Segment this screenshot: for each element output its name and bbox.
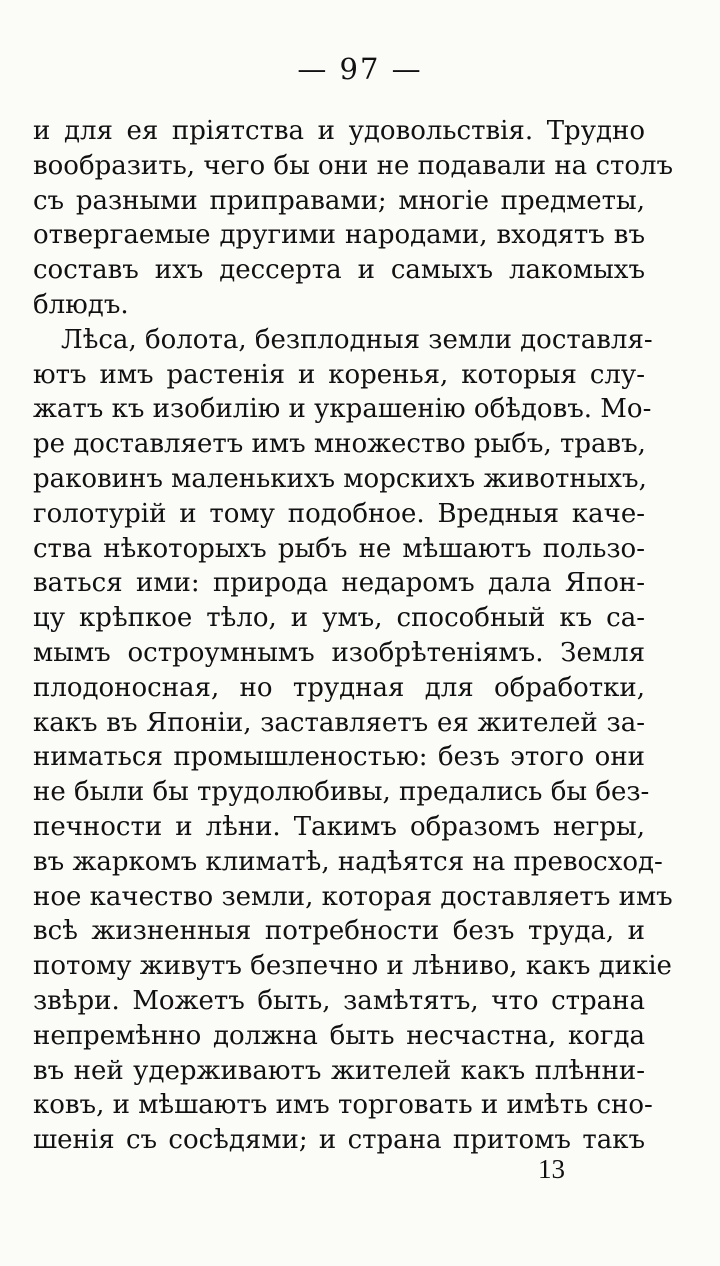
text-line: всѣ жизненныя потребности безъ труда, и — [33, 916, 645, 947]
text-line: потому живутъ безпечно и лѣниво, какъ дикіе — [33, 951, 672, 982]
text-line: Лѣса, болота, безплодныя земли доставля- — [61, 324, 653, 355]
text-line: ное качество земли, которая доставляетъ имъ — [33, 881, 673, 912]
text-line: мымъ остроумнымъ изобрѣтеніямъ. Земля — [33, 637, 645, 668]
text-line: ваться ими: природа недаромъ дала Япон- — [33, 568, 645, 599]
text-line: ютъ имъ растенія и коренья, которыя слу- — [33, 359, 645, 390]
text-line: какъ въ Японіи, заставляетъ ея жителей за- — [33, 707, 645, 738]
body-text — [33, 114, 674, 1158]
text-line: ниматься промышленостью: безъ этого они — [33, 742, 645, 773]
text-line: въ жаркомъ климатѣ, надѣятся на превосход- — [33, 846, 663, 877]
text-line: раковинъ маленькихъ морскихъ животныхъ, — [33, 463, 647, 494]
text-line: жатъ къ изобилію и украшенію обѣдовъ. Мо- — [33, 394, 652, 425]
text-line: не были бы трудолюбивы, предались бы без- — [33, 777, 650, 808]
text-line: блюдъ. — [33, 289, 129, 320]
text-line: цу крѣпкое тѣло, и умъ, способный къ са- — [33, 603, 645, 634]
text-line: ства нѣкоторыхъ рыбъ не мѣшаютъ пользо- — [33, 533, 645, 564]
page-number: — 97 — — [297, 52, 423, 86]
text-line: и для ея пріятства и удовольствія. Трудно — [33, 116, 645, 146]
text-line: составъ ихъ дессерта и самыхъ лакомыхъ — [33, 255, 645, 286]
text-line: непремѣнно должна быть несчастна, когда — [33, 1020, 645, 1051]
text-line: вообразить, чего бы они не подавали на столъ — [33, 150, 674, 181]
text-line: голотурій и тому подобное. Вредныя каче- — [33, 498, 645, 529]
text-line: ковъ, и мѣшаютъ имъ торговать и имѣть сно- — [33, 1090, 653, 1121]
text-line: печности и лѣни. Такимъ образомъ негры, — [33, 811, 645, 842]
text-line: ре доставляетъ имъ множество рыбъ, травъ, — [33, 429, 646, 460]
text-line: съ разными приправами; многіе предметы, — [33, 185, 645, 216]
text-line: шенія съ сосѣдями; и страна притомъ такъ — [33, 1125, 645, 1156]
text-line: въ ней удерживаютъ жителей какъ плѣнни- — [33, 1055, 645, 1086]
text-line: звѣри. Можетъ быть, замѣтятъ, что страна — [33, 985, 645, 1016]
signature-mark: 13 — [538, 1154, 565, 1184]
text-line: отвергаемые другими народами, входятъ въ — [33, 220, 645, 251]
text-line: плодоносная, но трудная для обработки, — [33, 672, 645, 703]
